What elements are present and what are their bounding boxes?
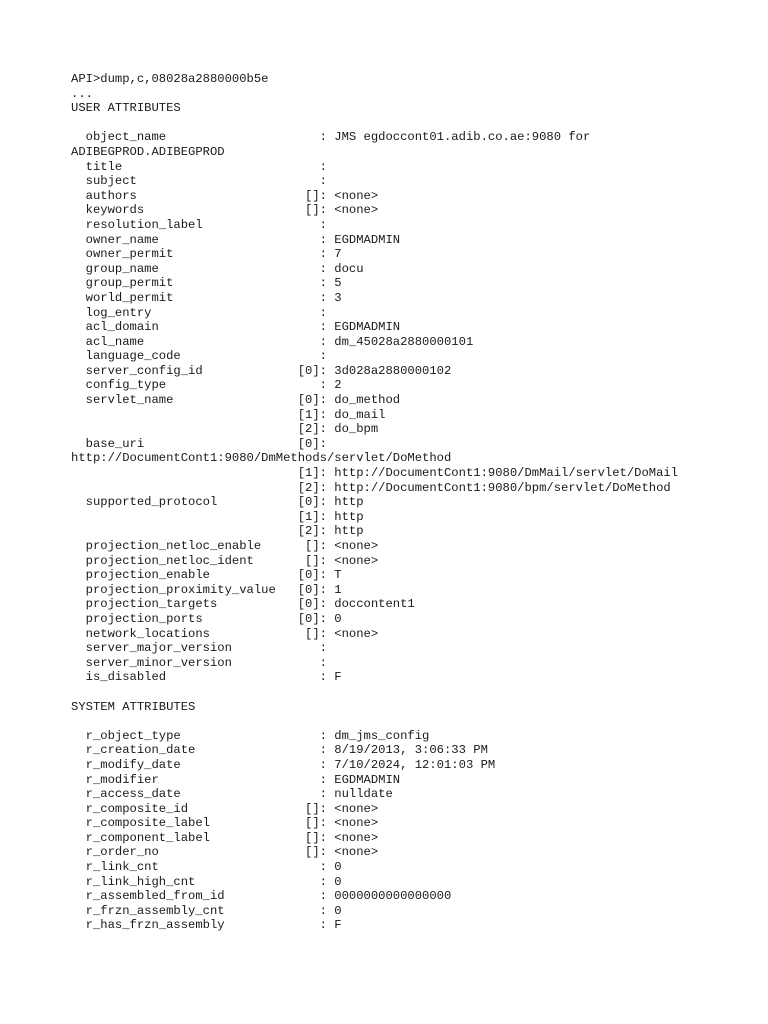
attribute-line: r_link_cnt : 0 xyxy=(71,860,342,875)
attribute-line: http://DocumentCont1:9080/DmMethods/servlet/DoMethod xyxy=(71,451,452,466)
attribute-line: acl_domain : EGDMADMIN xyxy=(71,320,401,335)
attribute-line: [2]: http xyxy=(71,524,364,539)
attribute-line: r_has_frzn_assembly : F xyxy=(71,918,342,933)
attribute-line: subject : xyxy=(71,174,327,189)
attribute-line: [1]: do_mail xyxy=(71,407,386,422)
attribute-line: r_modify_date : 7/10/2024, 12:01:03 PM xyxy=(71,757,496,772)
attribute-line: authors []: <none> xyxy=(71,188,379,203)
attribute-line: r_component_label []: <none> xyxy=(71,830,379,845)
attribute-line: projection_ports [0]: 0 xyxy=(71,611,342,626)
attribute-line: r_access_date : nulldate xyxy=(71,787,393,802)
attribute-line: is_disabled : F xyxy=(71,670,342,685)
attribute-line: servlet_name [0]: do_method xyxy=(71,393,401,408)
attribute-line: [2]: http://DocumentCont1:9080/bpm/servlet/DoMethod xyxy=(71,480,671,495)
attribute-line: world_permit : 3 xyxy=(71,290,342,305)
attribute-line: ADIBEGPROD.ADIBEGPROD xyxy=(71,144,225,159)
attribute-line: keywords []: <none> xyxy=(71,203,379,218)
attribute-line: config_type : 2 xyxy=(71,378,342,393)
attribute-line: supported_protocol [0]: http xyxy=(71,495,364,510)
attribute-line: server_major_version : xyxy=(71,641,327,656)
attribute-line: r_composite_id []: <none> xyxy=(71,801,379,816)
section-heading: SYSTEM ATTRIBUTES xyxy=(71,699,196,714)
api-command: API>dump,c,08028a2880000b5e xyxy=(71,72,269,86)
attribute-line: server_minor_version : xyxy=(71,655,327,670)
attribute-line: acl_name : dm_45028a2880000101 xyxy=(71,334,474,349)
attribute-line: ... xyxy=(71,86,93,101)
attribute-line: network_locations []: <none> xyxy=(71,626,379,641)
blank-line xyxy=(71,714,731,729)
attribute-line: log_entry : xyxy=(71,305,327,320)
attribute-line: owner_name : EGDMADMIN xyxy=(71,232,401,247)
attribute-line: language_code : xyxy=(71,349,327,364)
attribute-line: r_modifier : EGDMADMIN xyxy=(71,772,401,787)
attribute-line: r_order_no []: <none> xyxy=(71,845,379,860)
attribute-line: base_uri [0]: xyxy=(71,436,327,451)
attribute-line: r_composite_label []: <none> xyxy=(71,816,379,831)
attribute-line: object_name : JMS egdoccont01.adib.co.ae:9080 for xyxy=(71,130,591,145)
attribute-line: projection_enable [0]: T xyxy=(71,568,342,583)
attribute-line: group_permit : 5 xyxy=(71,276,342,291)
attribute-line: resolution_label : xyxy=(71,217,327,232)
section-heading: USER ATTRIBUTES xyxy=(71,101,181,116)
blank-line xyxy=(71,685,731,700)
attribute-line: owner_permit : 7 xyxy=(71,247,342,262)
api-dump-document xyxy=(71,72,731,933)
attribute-line: projection_netloc_ident []: <none> xyxy=(71,553,379,568)
attribute-line: r_link_high_cnt : 0 xyxy=(71,874,342,889)
attribute-line: [1]: http://DocumentCont1:9080/DmMail/servlet/DoMail xyxy=(71,466,679,481)
attribute-line: [2]: do_bpm xyxy=(71,422,379,437)
attribute-line: r_frzn_assembly_cnt : 0 xyxy=(71,903,342,918)
attribute-line: r_object_type : dm_jms_config xyxy=(71,728,430,743)
attribute-line: title : xyxy=(71,159,327,174)
attribute-line: group_name : docu xyxy=(71,261,364,276)
attribute-line: projection_proximity_value [0]: 1 xyxy=(71,582,342,597)
attribute-line: [1]: http xyxy=(71,509,364,524)
attribute-line: r_creation_date : 8/19/2013, 3:06:33 PM xyxy=(71,743,488,758)
attribute-line: server_config_id [0]: 3d028a2880000102 xyxy=(71,363,452,378)
attribute-line: projection_targets [0]: doccontent1 xyxy=(71,597,415,612)
attribute-line: projection_netloc_enable []: <none> xyxy=(71,539,379,553)
attribute-line: r_assembled_from_id : 0000000000000000 xyxy=(71,889,452,904)
blank-line xyxy=(71,116,731,131)
